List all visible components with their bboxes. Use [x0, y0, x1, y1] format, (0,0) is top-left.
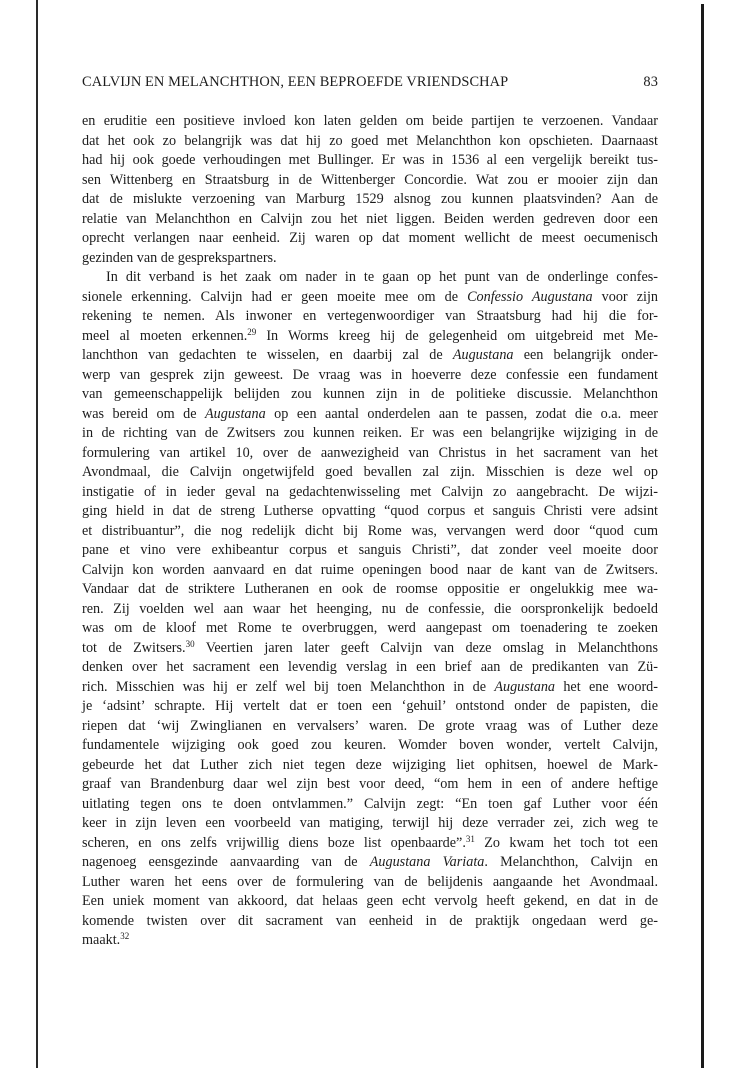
text-line — [82, 775, 658, 795]
text-segment: van gemeenschappelijk belijden zou kunnen zijn in de politieke discussie. Melanchthon — [82, 386, 658, 402]
italic-title: Confessio Augustana — [467, 288, 593, 305]
text-line — [82, 151, 658, 171]
text-segment: formulering van artikel 10, over de aanwezigheid van Christus in het sacrament van het — [82, 444, 658, 461]
text-line — [82, 658, 658, 678]
text-segment: ren. Zij voelden wel aan waar het heenging, nu de confessie, die oorspronkelijk bedoeld — [82, 600, 658, 617]
text-segment: gebeurde het dat Luther zich niet tegen deze wijziging liet ophitsen, hoewel de Mark- — [82, 756, 658, 773]
page-number: 83 — [643, 74, 658, 90]
text-segment: Calvijn kon worden aanvaard en dat ruime openingen bood naar de kant van de Zwitsers. — [82, 561, 658, 578]
text-line — [82, 405, 658, 425]
text-line — [82, 736, 658, 756]
text-segment: tot de Zwitsers. — [82, 639, 186, 656]
text-line — [82, 307, 658, 327]
text-line — [82, 619, 658, 639]
text-line — [82, 366, 658, 386]
text-segment: Een uniek moment van akkoord, dat helaas geen echt vervolg heeft gekend, en dat in de — [82, 893, 658, 909]
text-line — [82, 580, 658, 600]
text-segment: Veertien jaren later geeft Calvijn van deze omslag in Melanchthons — [194, 639, 659, 656]
text-line — [82, 288, 658, 308]
text-line — [82, 756, 658, 776]
text-line — [82, 424, 658, 444]
text-segment: rekening te nemen. Als inwoner en vertegenwoordiger van Straatsburg had hij die for- — [82, 308, 658, 324]
text-segment: rich. Misschien was hij er zelf wel bij toen Melanchthon in de — [82, 678, 495, 695]
text-line — [82, 717, 658, 737]
text-line — [82, 268, 658, 288]
text-line — [82, 912, 658, 932]
text-segment: Avondmaal, die Calvijn ongetwijfeld goed bevallen zal zijn. Misschien is deze wel op — [82, 464, 658, 480]
text-line — [82, 931, 658, 951]
text-segment: relatie van Melanchthon en Calvijn zou het niet liggen. Beiden werden gedreven door een — [82, 210, 658, 227]
text-line — [82, 210, 658, 230]
text-line — [82, 697, 658, 717]
text-line — [82, 249, 658, 269]
text-segment: werp van gesprek zijn geweest. De vraag was in hoeverre deze confessie een fundament — [82, 366, 658, 383]
text-segment: sionele erkenning. Calvijn had er geen moeite mee om de — [82, 288, 468, 305]
text-line — [82, 795, 658, 815]
text-line — [82, 229, 658, 249]
text-line — [82, 600, 658, 620]
text-segment: pane et vino vere exhibeantur corpus et sanguis Christi”, dat zonder veel moeite door — [82, 542, 658, 558]
text-segment: instigatie of in ieder geval na gedachtenwisseling met Calvijn zo aangebracht. De wijzi- — [82, 483, 658, 500]
text-segment: nagenoeg eensgezinde aanvaarding van de — [82, 854, 370, 870]
text-segment: dat het ook zo belangrijk was dat hij zo goed met Melanchthon kon opschieten. Daarnaast — [82, 132, 658, 149]
scan-edge-right — [701, 4, 704, 1068]
text-segment: dat de mislukte verzoening van Marburg 1529 alsnog zou kunnen plaatsvinden? Aan de — [82, 191, 658, 207]
text-line — [82, 112, 658, 132]
text-line — [82, 483, 658, 503]
text-segment: meel al moeten erkennen. — [82, 327, 248, 344]
footnote-ref: 30 — [185, 638, 195, 649]
text-line — [82, 834, 658, 854]
text-segment: was om de kloof met Rome te overbruggen, werd aangepast om toenadering te zoeken — [82, 620, 658, 636]
text-segment: gezinden van de gesprekspartners. — [82, 249, 277, 266]
text-segment: had hij ook goede verhoudingen met Bullinger. Er was in 1536 al een vergelijk bereikt tus- — [82, 152, 658, 168]
text-line — [82, 190, 658, 210]
text-segment: in de richting van de Zwitsers zou kunnen reiken. Er was een belangrijke wijziging in de — [82, 425, 658, 441]
text-segment: en eruditie een positieve invloed kon laten gelden om beide partijen te verzoenen. Vandaar — [82, 113, 658, 129]
text-segment: uitlating tegen ons te doen ontvlammen.” Calvijn zegt: “En toen gaf Luther voor één — [82, 795, 658, 812]
text-line — [82, 327, 658, 347]
text-line — [82, 678, 658, 698]
text-line — [82, 639, 658, 659]
text-segment: voor zijn — [592, 288, 659, 305]
paragraph — [82, 112, 658, 268]
text-line — [82, 814, 658, 834]
text-line — [82, 132, 658, 152]
text-line — [82, 892, 658, 912]
text-segment: riepen dat ‘wij Zwinglianen en vervalsers’ waren. De grote vraag was of Luther deze — [82, 717, 658, 734]
text-segment: et distribuantur”, die nog redelijk dicht bij Rome was, vervangen werd door “quod cum — [82, 522, 658, 539]
text-line — [82, 346, 658, 366]
text-segment: keer in zijn leven een voorbeeld van matiging, terwijl hij deze verrader zei, zich weg te — [82, 815, 658, 831]
text-line — [82, 444, 658, 464]
text-line — [82, 522, 658, 542]
italic-title: Augustana — [204, 405, 266, 422]
text-segment: scheren, en ons zelfs vrijwillig diens boze list openbaarde”. — [82, 834, 466, 851]
text-segment: een belangrijk onder- — [513, 347, 658, 363]
body-text — [82, 112, 658, 951]
text-line — [82, 502, 658, 522]
text-line — [82, 853, 658, 873]
text-segment: . Melanchthon, Calvijn en — [484, 854, 658, 870]
text-segment: je ‘adsint’ schrapte. Hij vertelt dat er toen een ‘gehuil’ ontstond onder de papisten, die — [82, 698, 658, 714]
paragraph — [82, 268, 658, 951]
text-segment: lanchthon van gedachten te wisselen, en daarbij zal de — [82, 347, 453, 363]
footnote-ref: 32 — [120, 931, 130, 941]
text-segment: het ene woord- — [555, 678, 658, 695]
scan-edge-left — [36, 0, 38, 1068]
text-segment: oprecht verlangen naar eenheid. Zij waren op dat moment wellicht de meest oecumenisch — [82, 230, 658, 246]
text-segment: Zo kwam het toch tot een — [474, 834, 658, 851]
text-segment: ging hield in dat de streng Lutherse opvatting “quod corpus et sanguis Christi vere adsint — [82, 503, 658, 519]
text-segment: Luther waren het eens over de formulering van de belijdenis aangaande het Avondmaal. — [82, 873, 658, 890]
text-segment: denken over het sacrament een levendig verslag in een brief aan de predikanten van Zü- — [82, 659, 658, 675]
text-line — [82, 873, 658, 893]
italic-title: Augustana Variata — [369, 854, 485, 870]
text-line — [82, 171, 658, 191]
text-line — [82, 541, 658, 561]
text-segment: graaf van Brandenburg daar wel zijn best voor deed, “om hem in een of andere heftige — [82, 776, 658, 792]
text-line — [82, 463, 658, 483]
text-segment: fundamentele wijziging ook goed zou keuren. Womder boven wonder, vertelt Calvijn, — [82, 737, 658, 753]
running-head-title: CALVIJN EN MELANCHTHON, EEN BEPROEFDE VRIENDSCHAP — [82, 74, 509, 90]
footnote-ref: 29 — [247, 326, 257, 337]
text-line — [82, 385, 658, 405]
text-segment: was bereid om de — [82, 405, 205, 422]
footnote-ref: 31 — [465, 833, 475, 844]
text-segment: In Worms kreeg hij de gelegenheid om uitgebreid met Me- — [256, 327, 658, 344]
text-line — [82, 561, 658, 581]
text-segment: op een aantal onderdelen aan te passen, zodat die o.a. meer — [265, 405, 658, 422]
italic-title: Augustana — [452, 347, 514, 363]
text-segment: Vandaar dat de striktere Lutheranen en ook de roomse oppositie er ongelukkig mee wa- — [82, 581, 658, 597]
text-segment: sen Wittenberg en Straatsburg in de Wittenberger Concordie. Wat zou er mooier zijn dan — [82, 171, 658, 188]
text-segment: In dit verband is het zaak om nader in te gaan op het punt van de onderlinge confes- — [106, 269, 658, 285]
text-segment: komende twisten over dit sacrament van eenheid in de praktijk ongedaan werd ge- — [82, 912, 658, 929]
text-segment: maakt. — [82, 932, 121, 948]
italic-title: Augustana — [494, 678, 556, 695]
